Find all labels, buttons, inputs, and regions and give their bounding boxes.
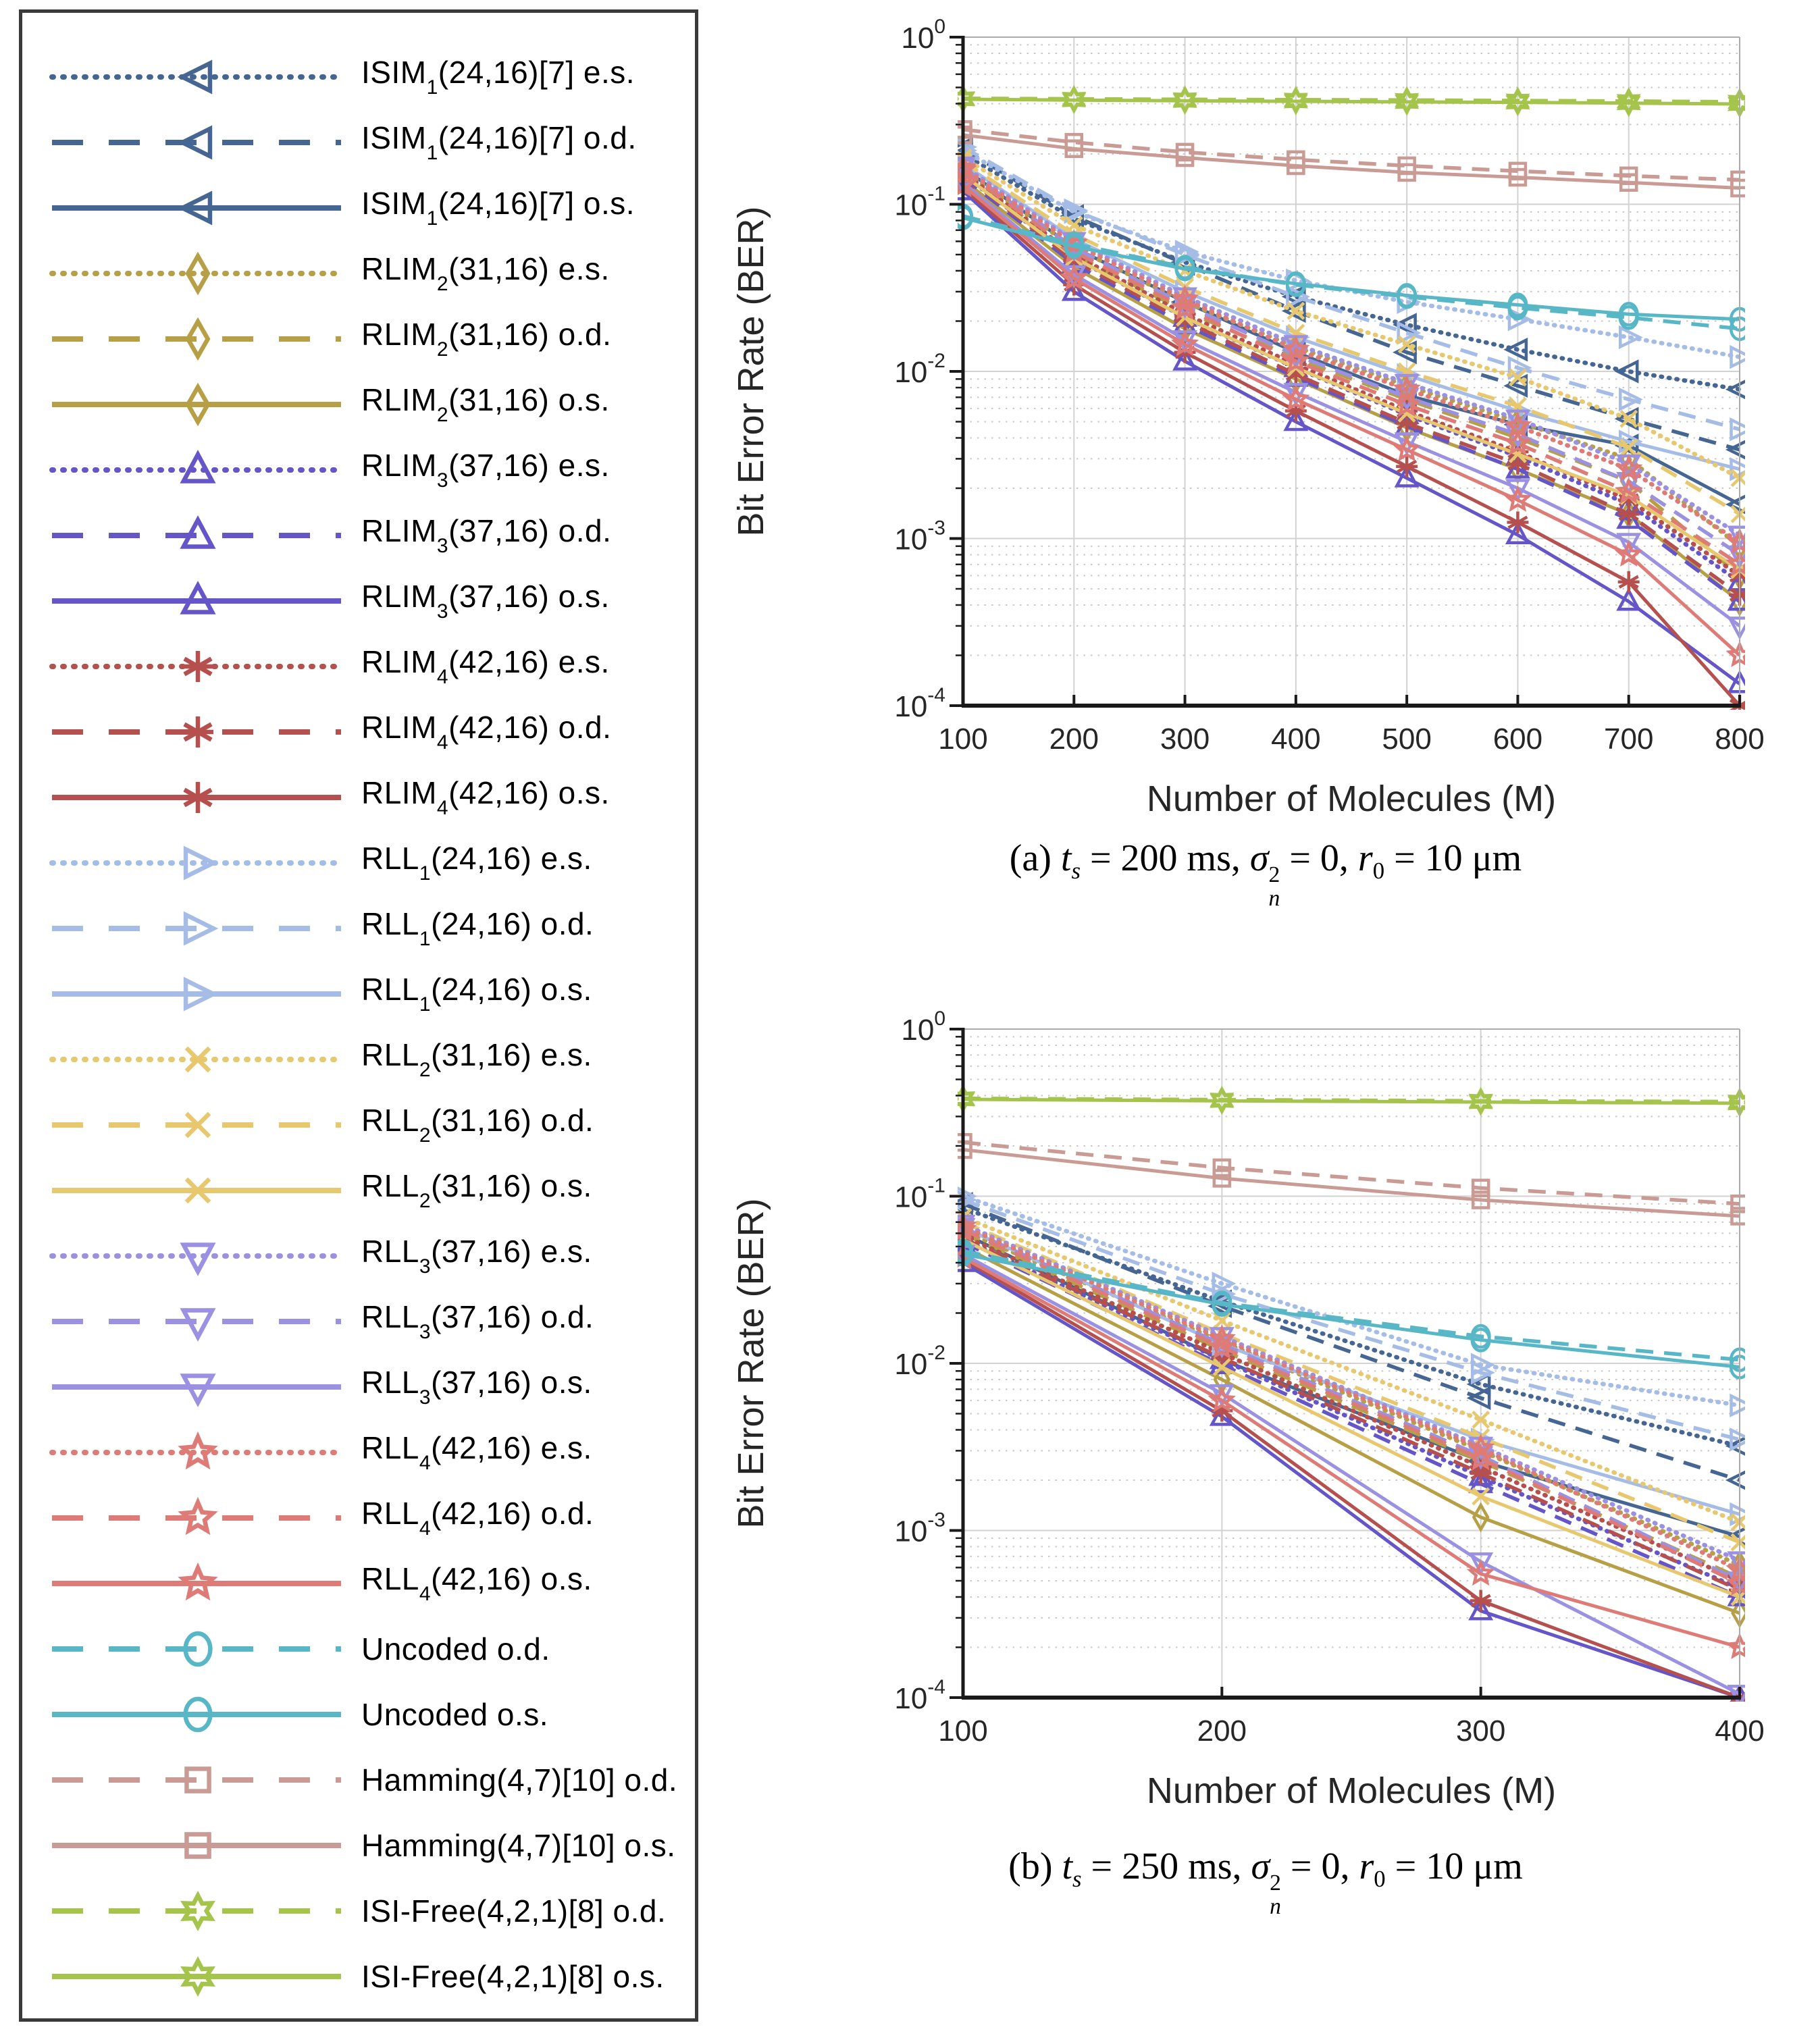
legend-swatch <box>48 438 345 502</box>
y-tick-label: $10^{-2}$ <box>894 1342 945 1381</box>
legend-swatch <box>48 110 345 175</box>
legend-swatch <box>48 1158 345 1223</box>
legend-item <box>48 1616 695 1681</box>
asterisk-icon <box>182 651 213 682</box>
legend-item-label: $RLL_1(24,16)$ o.d. <box>361 906 594 950</box>
caption-text: = 0, <box>1280 1845 1359 1887</box>
legend-item <box>48 1943 695 2009</box>
star5-icon <box>183 1502 213 1531</box>
x-tick-label: 100 <box>938 723 988 756</box>
legend-box <box>19 9 698 2022</box>
legend-item-label: $RLL_2(31,16)$ o.d. <box>361 1103 594 1147</box>
x-axis-label: Number of Molecules (M) <box>1146 1771 1557 1811</box>
caption-a <box>713 823 1818 911</box>
tick-labels <box>894 16 1764 756</box>
legend-item-label: $RLIM_3(37,16)$ o.d. <box>361 513 612 557</box>
asterisk-icon <box>182 716 213 748</box>
legend-item-label: $ISIM_1(24,16)[7]$ o.d. <box>361 120 637 164</box>
series-line <box>963 1150 1740 1216</box>
legend-item-label: $RLL_1(24,16)$ o.s. <box>361 972 592 1016</box>
y-tick-label: $10^0$ <box>901 16 945 55</box>
x-tick-label: 100 <box>938 1714 988 1748</box>
series-line <box>963 1222 1740 1542</box>
grid <box>963 1029 1740 1698</box>
x-tick-label: 200 <box>1049 723 1099 756</box>
legend-item-label: $RLIM_4(42,16)$ o.d. <box>361 710 612 754</box>
legend-item <box>48 1681 695 1747</box>
caption-text: 0 <box>1374 1866 1386 1893</box>
legend-item-label: $RLL_3(37,16)$ e.s. <box>361 1234 592 1278</box>
y-tick-label: $10^0$ <box>901 1007 945 1047</box>
legend-item <box>48 1026 695 1092</box>
x-tick-label: 700 <box>1604 723 1654 756</box>
legend-swatch <box>48 307 345 371</box>
legend-item-label: $RLL_3(37,16)$ o.d. <box>361 1299 594 1343</box>
legend-swatch <box>48 1224 345 1288</box>
legend-item <box>48 1485 695 1550</box>
legend-item <box>48 1550 695 1616</box>
legend-item <box>48 830 695 895</box>
legend-item-label: ISI-Free(4,2,1)[8] o.s. <box>361 1958 665 1994</box>
legend-item <box>48 1092 695 1157</box>
x-tick-label: 300 <box>1160 723 1210 756</box>
legend-item-label: $RLL_3(37,16)$ o.s. <box>361 1365 592 1409</box>
legend-item <box>48 895 695 961</box>
legend-item <box>48 240 695 306</box>
legend-item-label: $RLL_4(42,16)$ e.s. <box>361 1430 592 1474</box>
caption-text: t <box>1062 1845 1073 1887</box>
legend-item-label: $RLIM_2(31,16)$ e.s. <box>361 251 610 295</box>
x-tick-label: 600 <box>1492 723 1543 756</box>
caption-text: (a) <box>1009 837 1061 879</box>
legend-swatch <box>48 45 345 109</box>
x-tick-label: 800 <box>1715 723 1765 756</box>
legend-item <box>48 699 695 764</box>
legend-item <box>48 1223 695 1288</box>
series-line <box>963 130 1740 180</box>
legend-swatch <box>48 1420 345 1485</box>
legend-swatch <box>48 831 345 895</box>
legend-item-label: $RLIM_4(42,16)$ e.s. <box>361 644 610 688</box>
legend-item-label: $RLIM_2(31,16)$ o.s. <box>361 382 610 426</box>
tri-up-icon <box>184 454 212 481</box>
legend-item-label: Uncoded o.s. <box>361 1696 549 1732</box>
legend-item-label: Hamming(4,7)[10] o.d. <box>361 1762 678 1798</box>
legend-item <box>48 1419 695 1485</box>
legend-item-label: $RLIM_3(37,16)$ e.s. <box>361 448 610 492</box>
caption-supsub: 2 n <box>1270 1870 1281 1919</box>
x-tick-label: 400 <box>1715 1714 1765 1748</box>
legend-item <box>48 1812 695 1878</box>
x-tick-label: 200 <box>1197 1714 1247 1748</box>
legend-item-label: ISI-Free(4,2,1)[8] o.d. <box>361 1893 667 1929</box>
caption-text: = 10 μm <box>1384 837 1522 879</box>
legend-item-label: $RLL_2(31,16)$ o.s. <box>361 1168 592 1212</box>
y-tick-label: $10^{-1}$ <box>894 1174 945 1214</box>
legend-swatch <box>48 1879 345 1943</box>
y-axis-label: Bit Error Rate (BER) <box>731 1198 771 1529</box>
legend-swatch <box>48 1093 345 1157</box>
y-tick-label: $10^{-4}$ <box>894 684 945 723</box>
caption-b <box>713 1831 1818 1919</box>
legend-item <box>48 633 695 699</box>
legend-item <box>48 175 695 240</box>
y-tick-label: $10^{-1}$ <box>894 182 945 222</box>
legend-swatch <box>48 634 345 699</box>
legend-swatch <box>48 896 345 961</box>
legend-item <box>48 764 695 830</box>
caption-text: σ <box>1251 1845 1270 1887</box>
legend-item <box>48 371 695 437</box>
legend-item <box>48 306 695 371</box>
legend-item-label: Uncoded o.d. <box>361 1631 550 1667</box>
legend-item-label: $RLL_2(31,16)$ e.s. <box>361 1037 592 1081</box>
y-tick-label: $10^{-3}$ <box>894 517 945 556</box>
legend-swatch <box>48 503 345 568</box>
legend-item <box>48 502 695 568</box>
legend-item-label: $ISIM_1(24,16)[7]$ e.s. <box>361 55 635 99</box>
chart-a <box>713 0 1818 820</box>
hexagram-icon <box>184 1895 211 1927</box>
x-axis-label: Number of Molecules (M) <box>1146 779 1557 819</box>
y-axis-label: Bit Error Rate (BER) <box>731 206 771 537</box>
legend-swatch <box>48 1486 345 1550</box>
legend-swatch <box>48 1617 345 1681</box>
legend-item-label: Hamming(4,7)[10] o.s. <box>361 1827 676 1863</box>
legend-swatch <box>48 1551 345 1616</box>
legend-item-label: $RLL_1(24,16)$ e.s. <box>361 841 592 885</box>
legend-item-label: $RLL_4(42,16)$ o.s. <box>361 1561 592 1605</box>
caption-text: s <box>1071 858 1081 885</box>
legend-item <box>48 44 695 109</box>
caption-text: r <box>1359 1845 1374 1887</box>
legend-swatch <box>48 765 345 830</box>
caption-text: (b) <box>1008 1845 1062 1887</box>
caption-text: 0 <box>1372 858 1385 885</box>
x-tick-label: 500 <box>1382 723 1432 756</box>
legend-item <box>48 1157 695 1223</box>
legend-item <box>48 1354 695 1419</box>
legend-item <box>48 568 695 633</box>
caption-text: r <box>1357 837 1373 879</box>
x-tick-label: 400 <box>1271 723 1321 756</box>
caption-text: = 0, <box>1280 837 1358 879</box>
legend-swatch <box>48 1748 345 1812</box>
caption-supsub: 2 n <box>1268 862 1280 911</box>
caption-text: t <box>1060 837 1072 879</box>
y-tick-label: $10^{-2}$ <box>894 350 945 389</box>
legend-swatch <box>48 1289 345 1354</box>
legend-swatch <box>48 700 345 764</box>
star5-icon <box>183 1437 213 1465</box>
legend-item <box>48 1878 695 1943</box>
series-line <box>963 1143 1740 1204</box>
legend-item <box>48 437 695 502</box>
legend-swatch <box>48 1027 345 1092</box>
legend-item-label: $RLIM_3(37,16)$ o.s. <box>361 579 610 623</box>
series-line <box>963 1197 1740 1406</box>
legend-swatch <box>48 1355 345 1419</box>
legend-item-label: $ISIM_1(24,16)[7]$ o.s. <box>361 186 635 230</box>
x-tick-label: 300 <box>1455 1714 1506 1748</box>
caption-text: = 10 μm <box>1385 1845 1523 1887</box>
legend-swatch <box>48 1682 345 1747</box>
y-tick-label: $10^{-4}$ <box>894 1676 945 1715</box>
legend-item-label: $RLIM_2(31,16)$ o.d. <box>361 317 612 361</box>
legend-item <box>48 961 695 1026</box>
legend-item <box>48 1288 695 1354</box>
legend-swatch <box>48 176 345 240</box>
legend-swatch <box>48 1944 345 2009</box>
y-tick-label: $10^{-3}$ <box>894 1509 945 1548</box>
legend-swatch <box>48 241 345 306</box>
legend-swatch <box>48 962 345 1026</box>
caption-text: = 200 ms, <box>1080 837 1250 879</box>
charts-column <box>713 0 1818 1919</box>
legend-item-label: $RLIM_4(42,16)$ o.s. <box>361 775 610 819</box>
caption-text: = 250 ms, <box>1081 1845 1251 1887</box>
legend-swatch <box>48 569 345 633</box>
legend-swatch <box>48 372 345 437</box>
caption-text: s <box>1072 1866 1082 1893</box>
chart-b <box>713 992 1818 1812</box>
series-group <box>952 1088 1750 1708</box>
legend-swatch <box>48 1813 345 1878</box>
legend-item <box>48 109 695 175</box>
asterisk-icon <box>182 782 213 813</box>
series-group <box>952 88 1750 716</box>
caption-text: σ <box>1249 837 1269 879</box>
legend-item <box>48 1747 695 1812</box>
legend-item-label: $RLL_4(42,16)$ o.d. <box>361 1496 594 1540</box>
tri-down-icon <box>184 1244 212 1272</box>
